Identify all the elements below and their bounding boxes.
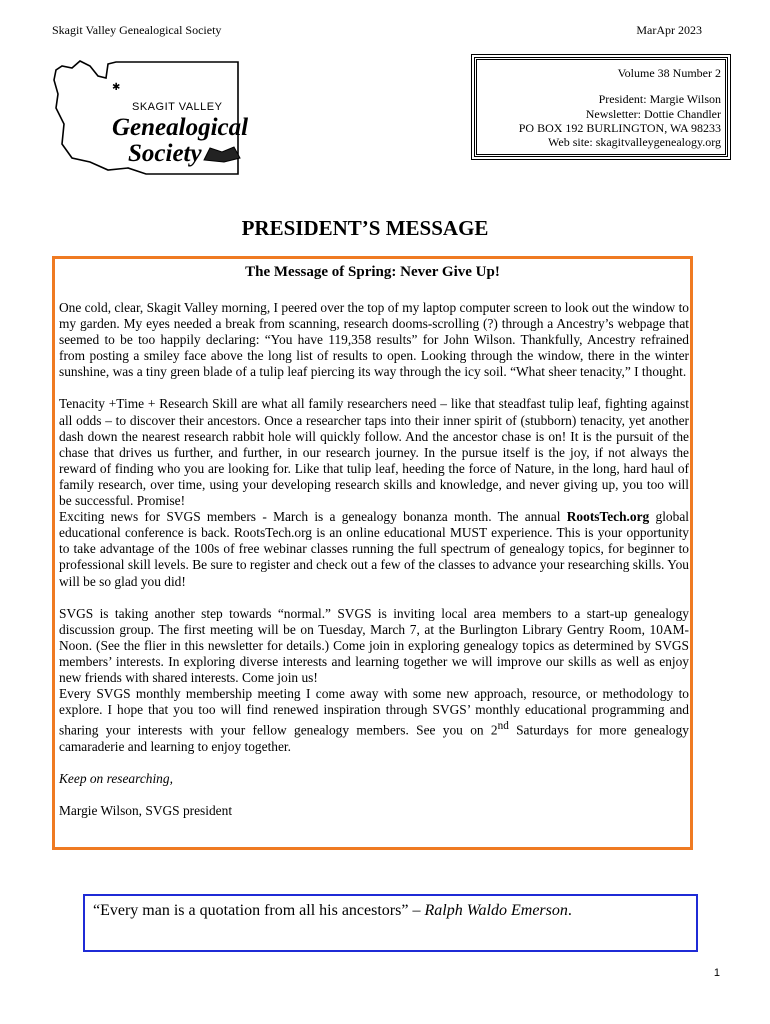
paragraph-5-end: Saturdays for more genealogy camaraderie and learning to enjoy together. [59,722,689,754]
paragraph-3-start: Exciting news for SVGS members - March is a genealogy bonanza month. The annual [59,509,567,525]
paragraph-5 [59,686,689,755]
message-body [59,300,689,819]
book-icon [202,144,242,164]
mailing-address: PO BOX 192 BURLINGTON, WA 98233 [518,120,721,135]
paragraph-5-start: Every SVGS monthly membership meeting I come away with some new approach, resource, or methodology to explore. I hope that you too will find renewed inspiration through SVGS’ monthly educational programming and sharing your interests with your fellow genealogy members. See you on 2 [59,686,689,738]
page-number: 1 [713,967,720,979]
website[interactable]: Web site: skagitvalleygenealogy.org [548,135,721,150]
paragraph-3-end: global educational conference is back. RootsTech.org is an online educational MUST experience. This is your opportunity to take advantage of the 100s of free webinar classes running the full spectrum of genealogy topics, for beginner to professional skill levels. Be sure to register and check out a few of the classes to advance your researching skills. You will be so glad you did! [59,509,689,589]
quote-author: Ralph Waldo Emerson [424,902,568,919]
ordinal-suffix: nd [497,720,509,733]
page-title: PRESIDENT’S MESSAGE [241,216,489,240]
rootstech-link[interactable]: RootsTech.org [566,509,650,525]
quote-end: . [567,902,572,919]
paragraph-2: Tenacity +Time + Research Skill are what all family researchers need – like that steadfast tulip leaf, fighting against all odds – to discover their ancestors. Once a researcher taps into their inner spirit of (stubborn) tenacity, yet another dash down the nearest research rabbit hole will quickly follow. And the ancestor chase is on! It is the pursuit of the chase that drives us further, and further, in our research journey. In the pursue itself is the joy, if not always the reward of finding who you are looking for. Like that tulip leaf, heeding the force of Nature, in the long, hard haul of family research, over time, using your developing research skills and knowledge, and never giving up, you too will be successful. Promise! [59,396,689,509]
newsletter-editor: Newsletter: Dottie Chandler [585,106,721,121]
paragraph-3 [59,509,689,589]
signature: Margie Wilson, SVGS president [59,803,233,818]
presidents-message-box [52,256,693,850]
volume-number: Volume 38 Number 2 [617,66,721,80]
message-subtitle: The Message of Spring: Never Give Up! [245,264,500,280]
paragraph-1: One cold, clear, Skagit Valley morning, I peered over the top of my laptop computer screen to look out the window to my garden. My eyes needed a break from scanning, research dooms-scrolling (?) through a Ancestry’s webpage that seemed to be too happily declaring: “You have 119,358 results” for John Wilson. Thankfully, Ancestry refrained from posting a smiley face above the long list of results to open. Looking through the window, there in the winter sunshine, was a tiny green blade of a tulip leaf piercing its way through the icy soil. “What sheer tenacity,” I thought. [59,300,689,380]
logo-line3: Society [128,140,202,167]
header-society: Skagit Valley Genealogical Society [52,23,222,37]
logo-line2: Genealogical [112,114,249,141]
header-issue: MarApr 2023 [636,23,702,37]
svg-text:✱: ✱ [112,82,121,93]
society-logo [50,58,250,176]
closing-line: Keep on researching, [59,770,173,786]
newsletter-info-box [474,57,728,157]
quote-box [83,894,698,952]
quote-text: “Every man is a quotation from all his ancestors” – [93,902,425,919]
paragraph-4: SVGS is taking another step towards “normal.” SVGS is inviting local area members to a start-up genealogy discussion group. The first meeting will be on Tuesday, March 7, at the Burlington Library Gentry Room, 10AM-Noon. (See the flier in this newsletter for details.) Come join in exploring genealogy topics as determined by SVGS members’ interests. In exploring diverse interests and learning together we will improve our skills as well as enjoy new friends with shared interests. Come join us! [59,605,689,685]
logo-line1: SKAGIT VALLEY [132,101,223,113]
president-name: President: Margie Wilson [598,92,721,107]
